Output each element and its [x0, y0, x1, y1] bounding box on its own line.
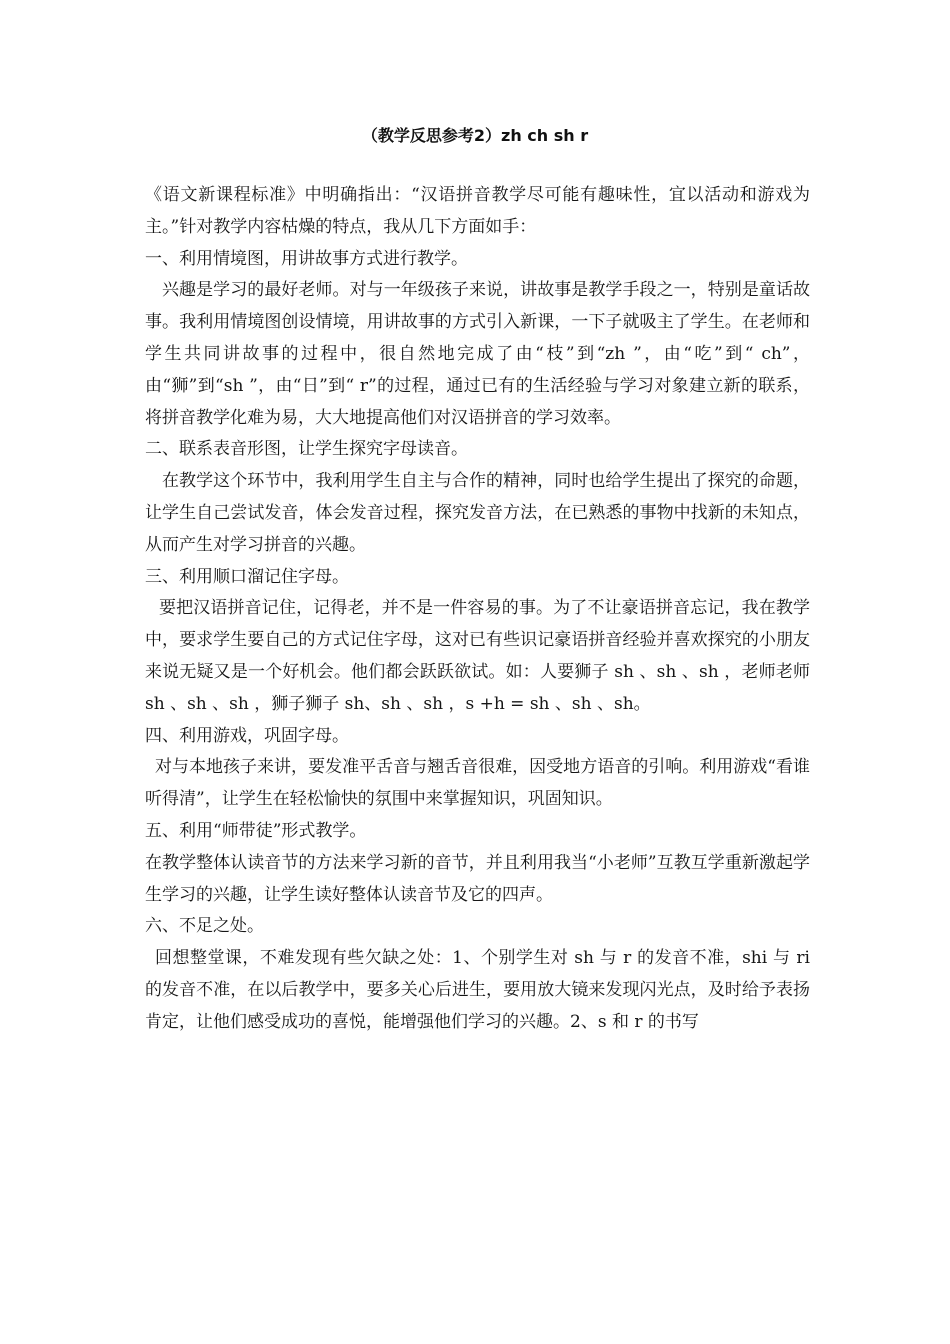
paragraph-section-4: 对与本地孩子来讲，要发准平舌音与翘舌音很难，因受地方语音的引响。利用游戏“看谁听得清”，让学生在轻松愉快的氛围中来掌握知识，巩固知识。: [145, 757, 810, 810]
section-heading-1: 一、利用情境图，用讲故事方式进行教学。: [145, 248, 468, 269]
section-heading-5: 五、利用“师带徒”形式教学。: [145, 820, 367, 841]
paragraph-section-6: 回想整堂课，不难发现有些欠缺之处：1、个别学生对 sh 与 r 的发音不准，shi 与 ri 的发音不准，在以后教学中，要多关心后进生，要用放大镜来发现闪光点，及时给予表扬肯定，让他们感受成功的喜悦，能增强他们学习的兴趣。2、s 和 r 的书写: [145, 948, 810, 1032]
paragraph-section-2: 在教学这个环节中，我利用学生自主与合作的精神，同时也给学生提出了探究的命题，让学生自己尝试发音，体会发音过程，探究发音方法，在已熟悉的事物中找新的未知点，从而产生对学习拼音的兴趣。: [145, 471, 810, 555]
document-title: （教学反思参考2）zh ch sh r: [361, 126, 589, 145]
paragraph-intro: 《语文新课程标准》中明确指出：“汉语拼音教学尽可能有趣味性，宜以活动和游戏为主。”针对教学内容枯燥的特点，我从几下方面如手：: [145, 185, 810, 237]
paragraph-section-3: 要把汉语拼音记住，记得老，并不是一件容易的事。为了不让豪语拼音忘记，我在教学中，要求学生要自己的方式记住字母，这对已有些识记豪语拼音经验并喜欢探究的小朋友来说无疑又是一个好机会。他们都会跃跃欲试。如：人要狮子 sh 、sh 、sh ，老师老师 sh 、sh 、sh ，狮子狮子 sh、sh 、sh ，s +h = sh 、sh 、sh。: [145, 598, 810, 714]
section-heading-2: 二、联系表音形图，让学生探究字母读音。: [145, 439, 468, 460]
section-heading-6: 六、不足之处。: [145, 916, 264, 937]
section-heading-4: 四、利用游戏，巩固字母。: [145, 725, 349, 746]
section-heading-3: 三、利用顺口溜记住字母。: [145, 566, 349, 587]
document-body: [145, 180, 810, 1039]
paragraph-section-1: 兴趣是学习的最好老师。对与一年级孩子来说，讲故事是教学手段之一，特别是童话故事。我利用情境图创设情境，用讲故事的方式引入新课，一下子就吸主了学生。在老师和学生共同讲故事的过程中，很自然地完成了由“枝”到“zh ”，由“吃”到“ ch”，由“狮”到“sh ”，由“日”到“ r”的过程，通过已有的生活经验与学习对象建立新的联系，将拼音教学化难为易，大大地提高他们对汉语拼音的学习效率。: [145, 280, 810, 428]
paragraph-section-5: 在教学整体认读音节的方法来学习新的音节，并且利用我当“小老师”互教互学重新激起学生学习的兴趣，让学生读好整体认读音节及它的四声。: [145, 852, 810, 905]
